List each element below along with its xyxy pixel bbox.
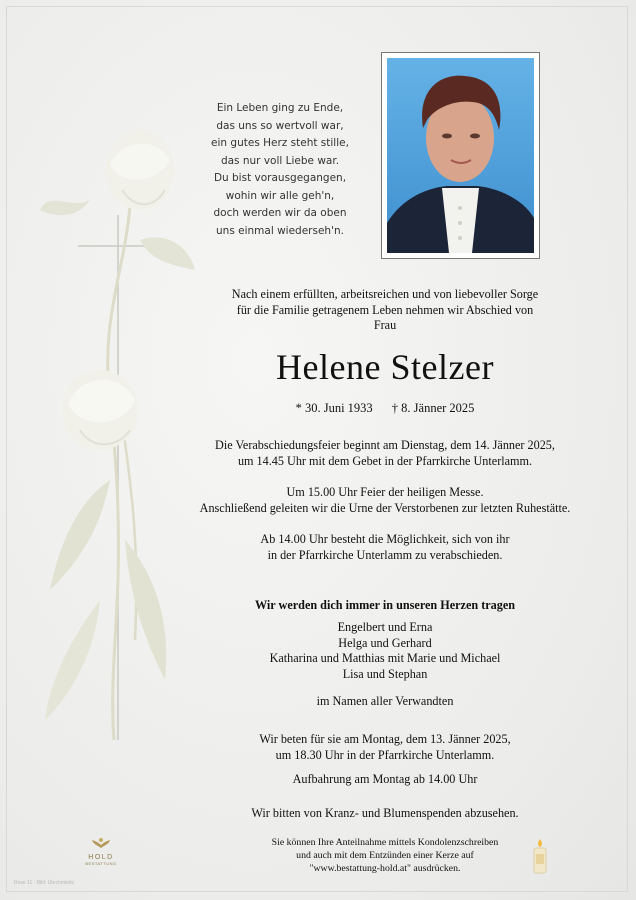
poem-line: Du bist vorausgegangen, bbox=[213, 172, 347, 184]
intro-line: für die Familie getragenem Leben nehmen wir Abschied von bbox=[236, 302, 534, 317]
farewell-line: in der Pfarrkirche Unterlamm zu verabschieden. bbox=[267, 547, 503, 562]
logo-name: HOLD bbox=[88, 854, 114, 861]
poem-line: das nur voll Liebe war. bbox=[220, 154, 340, 167]
poem-line: wohin wir alle geh'n, bbox=[225, 189, 335, 202]
ceremony-line: Die Verabschiedungsfeier beginnt am Dienstag, dem 14. Jänner 2025, bbox=[215, 438, 555, 452]
portrait-image bbox=[387, 58, 534, 253]
ceremony-text bbox=[170, 438, 600, 469]
prayer-line: um 18.30 Uhr in der Pfarrkirche Unterlamm. bbox=[275, 747, 495, 762]
hold-logo-icon bbox=[91, 837, 111, 849]
prayer-text bbox=[170, 732, 600, 763]
poem-line: ein gutes Herz steht stille, bbox=[211, 137, 349, 149]
logo-sub: BESTATTUNG bbox=[85, 861, 117, 866]
poem-line: das uns so wertvoll war, bbox=[216, 119, 344, 132]
intro-line: Nach einem erfüllten, arbeitsreichen und von liebevoller Sorge bbox=[231, 287, 539, 301]
birth-date: * 30. Juni 1933 bbox=[295, 401, 373, 415]
poem bbox=[190, 100, 370, 240]
deceased-name: Helene Stelzer bbox=[276, 347, 494, 387]
candle-icon[interactable] bbox=[530, 838, 550, 874]
hold-logo bbox=[76, 836, 126, 866]
poem-line: uns einmal wiederseh'n. bbox=[216, 224, 344, 237]
portrait-photo bbox=[381, 52, 540, 259]
poem-line: doch werden wir da oben bbox=[213, 207, 347, 219]
relatives-line: im Namen aller Verwandten bbox=[316, 694, 454, 708]
condolence-line: Sie können Ihre Anteilnahme mittels Kondolenzschreiben bbox=[271, 837, 499, 848]
mourner: Helga und Gerhard bbox=[338, 635, 432, 650]
image-credit: Rose 11 - Bild: Utechmiettz bbox=[14, 880, 75, 886]
condolence-link[interactable]: "www.bestattung-hold.at" ausdrücken. bbox=[309, 863, 461, 874]
prayer-line: Wir beten für sie am Montag, dem 13. Jänner 2025, bbox=[259, 732, 511, 746]
condolence-line: und auch mit dem Entzünden einer Kerze auf bbox=[296, 850, 474, 861]
farewell-text bbox=[170, 532, 600, 563]
mourner: Engelbert und Erna bbox=[337, 620, 433, 634]
mass-line: Um 15.00 Uhr Feier der heiligen Messe. bbox=[286, 485, 484, 499]
mourners-list bbox=[170, 620, 600, 682]
motto: Wir werden dich immer in unseren Herzen tragen bbox=[254, 598, 516, 612]
poem-line: Ein Leben ging zu Ende, bbox=[216, 102, 344, 114]
mourner: Lisa und Stephan bbox=[342, 666, 428, 681]
ceremony-line: um 14.45 Uhr mit dem Gebet in der Pfarrkirche Unterlamm. bbox=[237, 453, 533, 468]
mass-text bbox=[170, 485, 600, 516]
farewell-line: Ab 14.00 Uhr besteht die Möglichkeit, sich von ihr bbox=[260, 532, 510, 546]
flowers-text: Wir bitten von Kranz- und Blumenspenden abzusehen. bbox=[251, 806, 519, 820]
intro-text bbox=[170, 287, 600, 334]
life-dates bbox=[170, 401, 600, 416]
death-date: † 8. Jänner 2025 bbox=[391, 401, 475, 415]
cross-icon bbox=[78, 215, 165, 740]
mourner: Katharina und Matthias mit Marie und Michael bbox=[269, 651, 501, 665]
mass-line: Anschließend geleiten wir die Urne der Verstorbenen zur letzten Ruhestätte. bbox=[199, 500, 571, 515]
viewing-text: Aufbahrung am Montag ab 14.00 Uhr bbox=[292, 772, 478, 786]
intro-line: Frau bbox=[373, 318, 397, 332]
